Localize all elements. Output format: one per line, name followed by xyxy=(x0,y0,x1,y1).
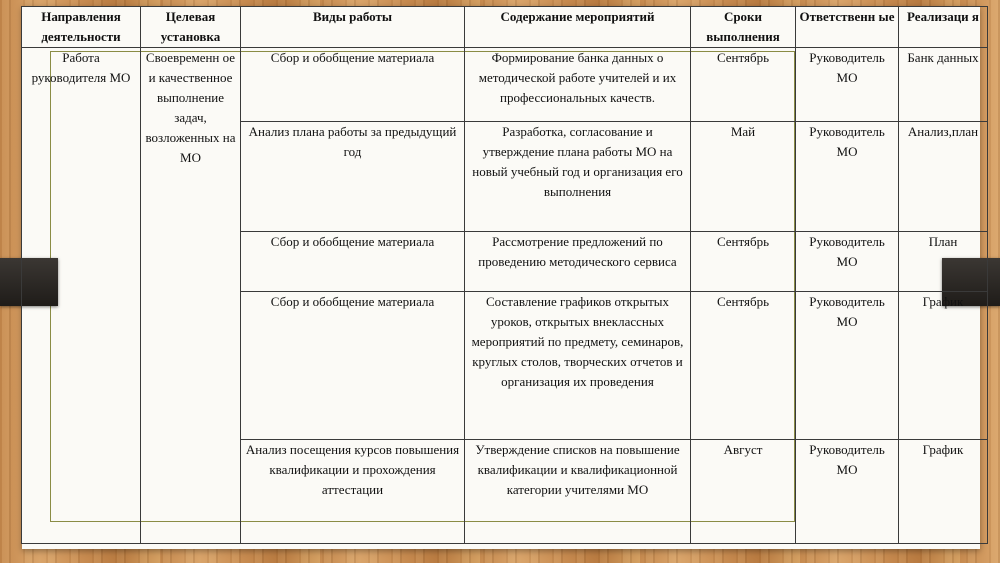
responsible-cell: Руководитель МО xyxy=(796,122,899,232)
header-responsible: Ответственн ые xyxy=(796,7,899,48)
deadline-cell: Май xyxy=(691,122,796,232)
result-cell: Анализ,план xyxy=(899,122,988,232)
header-deadline: Сроки выполнения xyxy=(691,7,796,48)
goal-cell: Своевременн ое и качественное выполнение задач, возложенных на МО xyxy=(141,48,241,544)
work-plan-table xyxy=(21,6,988,544)
result-cell: План xyxy=(899,232,988,292)
work-cell: Сбор и обобщение материала xyxy=(241,232,465,292)
deadline-cell: Сентябрь xyxy=(691,232,796,292)
work-cell: Сбор и обобщение материала xyxy=(241,48,465,122)
result-cell: График xyxy=(899,292,988,440)
responsible-cell: Руководитель МО xyxy=(796,48,899,122)
content-cell: Формирование банка данных о методической работе учителей и их профессиональных качеств. xyxy=(465,48,691,122)
header-direction: Направления деятельности xyxy=(22,7,141,48)
responsible-cell: Руководитель МО xyxy=(796,232,899,292)
work-cell: Анализ посещения курсов повышения квалификации и прохождения аттестации xyxy=(241,440,465,544)
deadline-cell: Август xyxy=(691,440,796,544)
header-goal: Целевая установка xyxy=(141,7,241,48)
deadline-cell: Сентябрь xyxy=(691,292,796,440)
header-work-type: Виды работы xyxy=(241,7,465,48)
result-cell: Банк данных xyxy=(899,48,988,122)
content-cell: Рассмотрение предложений по проведению методического сервиса xyxy=(465,232,691,292)
responsible-cell: Руководитель МО xyxy=(796,440,899,544)
work-cell: Сбор и обобщение материала xyxy=(241,292,465,440)
header-result: Реализаци я xyxy=(899,7,988,48)
direction-cell: Работа руководителя МО xyxy=(22,48,141,544)
table-row xyxy=(22,48,988,122)
deadline-cell: Сентябрь xyxy=(691,48,796,122)
content-cell: Утверждение списков на повышение квалификации и квалификационной категории учителями МО xyxy=(465,440,691,544)
content-cell: Разработка, согласование и утверждение плана работы МО на новый учебный год и организация его выполнения xyxy=(465,122,691,232)
work-cell: Анализ плана работы за предыдущий год xyxy=(241,122,465,232)
content-cell: Составление графиков открытых уроков, открытых внеклассных мероприятий по предмету, семинаров, круглых столов, творческих отчетов и организация их проведения xyxy=(465,292,691,440)
result-cell: График xyxy=(899,440,988,544)
responsible-cell: Руководитель МО xyxy=(796,292,899,440)
header-content: Содержание мероприятий xyxy=(465,7,691,48)
header-row xyxy=(22,7,988,48)
